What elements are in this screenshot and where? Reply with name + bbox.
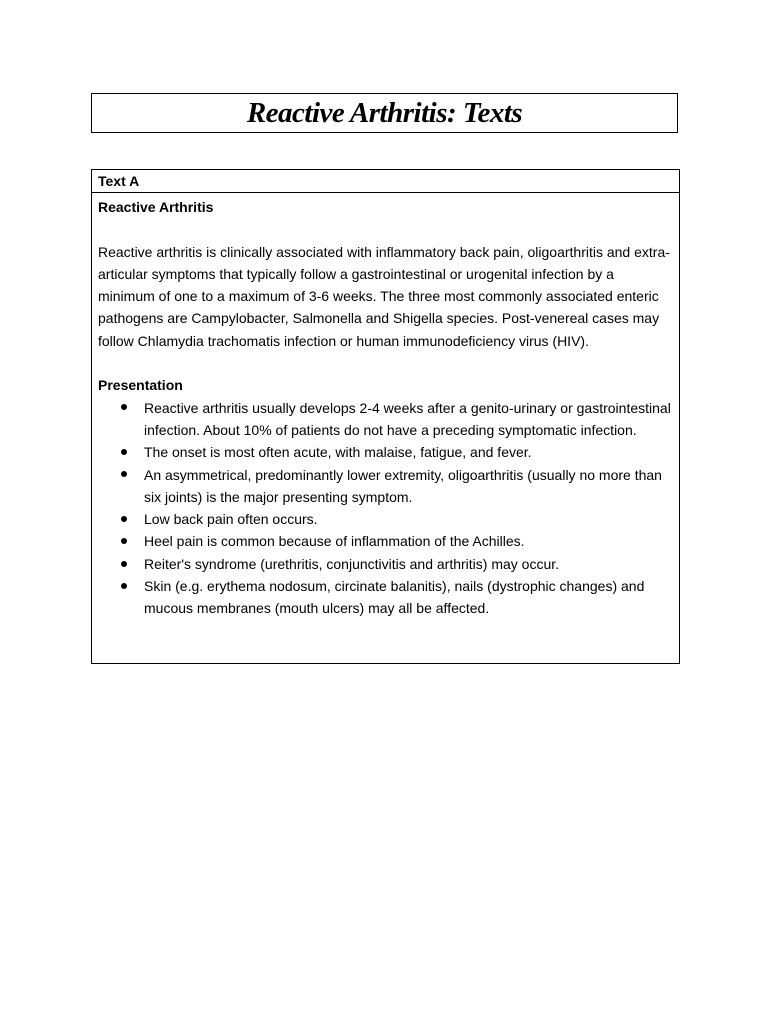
bullet-icon bbox=[119, 553, 129, 575]
text-a-table bbox=[91, 169, 680, 664]
list-item bbox=[98, 553, 671, 575]
presentation-list bbox=[98, 397, 671, 620]
list-item bbox=[98, 575, 671, 620]
bullet-icon bbox=[119, 575, 129, 597]
list-item-text: Reiter's syndrome (urethritis, conjunctivitis and arthritis) may occur. bbox=[144, 555, 560, 572]
text-a-heading: Reactive Arthritis bbox=[98, 199, 214, 215]
list-item-text: Low back pain often occurs. bbox=[144, 511, 318, 528]
document-title-box bbox=[91, 93, 678, 133]
bullet-icon bbox=[119, 441, 129, 463]
list-item-text: Heel pain is common because of inflammation of the Achilles. bbox=[144, 533, 525, 550]
list-item-text: Reactive arthritis usually develops 2-4 weeks after a genito-urinary or gastrointestinal infection. About 10% of patients do not have a preceding symptomatic infection. bbox=[144, 399, 671, 438]
text-a-paragraph: Reactive arthritis is clinically associated with inflammatory back pain, oligoarthritis and extra-articular symptoms that typically follow a gastrointestinal or urogenital infection by a minimum of one to a maximum of 3-6 weeks. The three most commonly associated enteric pathogens are Campylobacter, Salmonella and Shigella species. Post-venereal cases may follow Chlamydia trachomatis infection or human immunodeficiency virus (HIV). bbox=[98, 243, 670, 349]
list-item bbox=[98, 441, 671, 463]
list-item-text: An asymmetrical, predominantly lower extremity, oligoarthritis (usually no more than six joints) is the major presenting symptom. bbox=[144, 466, 662, 505]
list-item bbox=[98, 530, 671, 552]
list-item-text: The onset is most often acute, with malaise, fatigue, and fever. bbox=[144, 444, 532, 461]
bullet-icon bbox=[119, 464, 129, 486]
list-item-text: Skin (e.g. erythema nodosum, circinate balanitis), nails (dystrophic changes) and mucous membranes (mouth ulcers) may all be affected. bbox=[144, 578, 645, 617]
list-item bbox=[98, 508, 671, 530]
spacer bbox=[98, 218, 671, 240]
presentation-heading: Presentation bbox=[98, 377, 183, 394]
bullet-icon bbox=[119, 508, 129, 530]
bullet-icon bbox=[119, 530, 129, 552]
spacer bbox=[98, 352, 671, 374]
bullet-icon bbox=[119, 397, 129, 419]
list-item bbox=[98, 397, 671, 442]
list-item bbox=[98, 464, 671, 509]
document-title: Reactive Arthritis: Texts bbox=[246, 96, 523, 129]
text-a-label: Text A bbox=[92, 170, 679, 193]
text-a-body bbox=[92, 193, 679, 620]
